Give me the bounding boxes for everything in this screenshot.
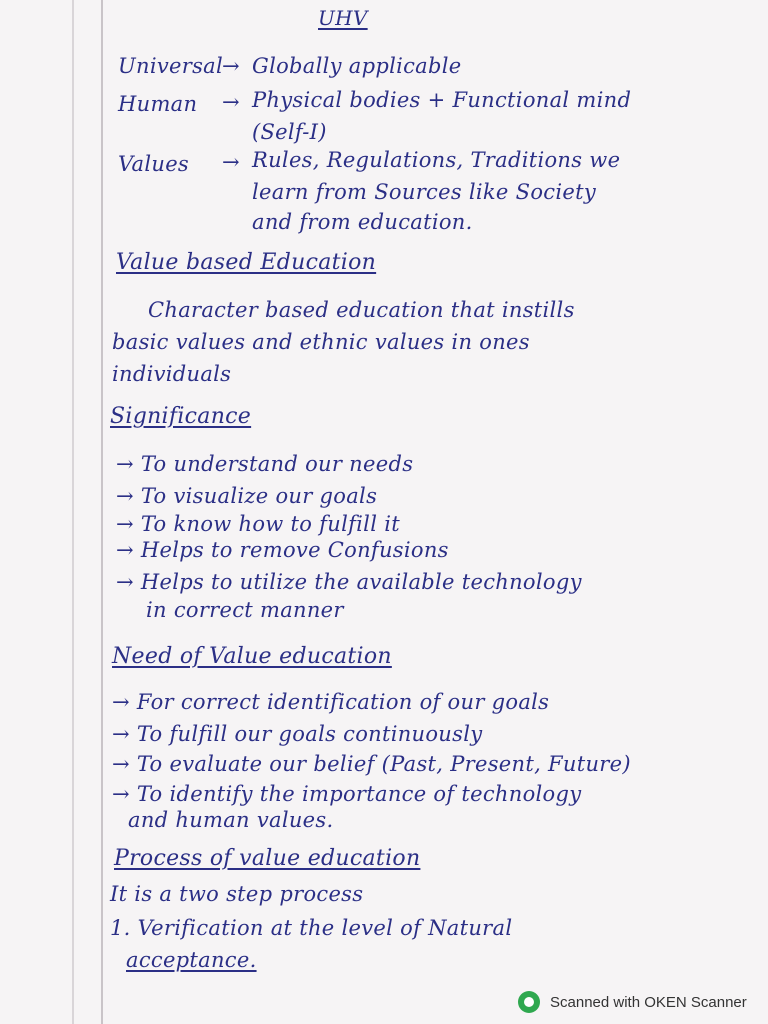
significance-item: → Helps to utilize the available technology — [116, 570, 582, 594]
def-term-human: Human — [118, 92, 198, 116]
margin-line — [101, 0, 103, 1024]
value-based-line-2: basic values and ethnic values in ones — [112, 330, 530, 354]
process-line-1: It is a two step process — [110, 882, 364, 906]
scanner-watermark — [518, 991, 747, 1013]
significance-item: → Helps to remove Confusions — [116, 538, 449, 562]
heading-significance: Significance — [110, 404, 252, 429]
significance-item-cont: in correct manner — [146, 598, 344, 622]
def-meaning-values-cont1: learn from Sources like Society — [252, 180, 596, 204]
heading-value-based-education: Value based Education — [116, 250, 377, 275]
def-meaning-universal: Globally applicable — [252, 54, 462, 78]
def-arrow: → — [222, 54, 240, 78]
process-line-3: acceptance. — [126, 948, 257, 972]
def-meaning-values: Rules, Regulations, Traditions we — [252, 148, 621, 172]
def-term-values: Values — [118, 152, 190, 176]
process-line-2: 1. Verification at the level of Natural — [110, 916, 513, 940]
need-item: → For correct identification of our goals — [112, 690, 550, 714]
heading-process-of-value-education: Process of value education — [114, 846, 421, 871]
scanner-watermark-label: Scanned with OKEN Scanner — [550, 993, 747, 1011]
value-based-line-1: Character based education that instills — [148, 298, 575, 322]
need-item: → To fulfill our goals continuously — [112, 722, 483, 746]
oken-scanner-logo-icon — [518, 991, 540, 1013]
def-arrow: → — [222, 90, 240, 114]
def-arrow: → — [222, 150, 240, 174]
def-meaning-human-cont: (Self-I) — [252, 120, 327, 144]
page-title: UHV — [318, 6, 368, 30]
def-meaning-values-cont2: and from education. — [252, 210, 473, 234]
def-term-universal: Universal — [118, 54, 223, 78]
significance-item: → To understand our needs — [116, 452, 414, 476]
need-item-cont: and human values. — [128, 808, 334, 832]
significance-item: → To know how to fulfill it — [116, 512, 400, 536]
heading-need-of-value-education: Need of Value education — [112, 644, 392, 669]
significance-item: → To visualize our goals — [116, 484, 378, 508]
need-item: → To evaluate our belief (Past, Present, Future) — [112, 752, 631, 776]
page-edge-shadow — [72, 0, 74, 1024]
def-meaning-human: Physical bodies + Functional mind — [252, 88, 632, 112]
need-item: → To identify the importance of technology — [112, 782, 582, 806]
value-based-line-3: individuals — [112, 362, 232, 386]
